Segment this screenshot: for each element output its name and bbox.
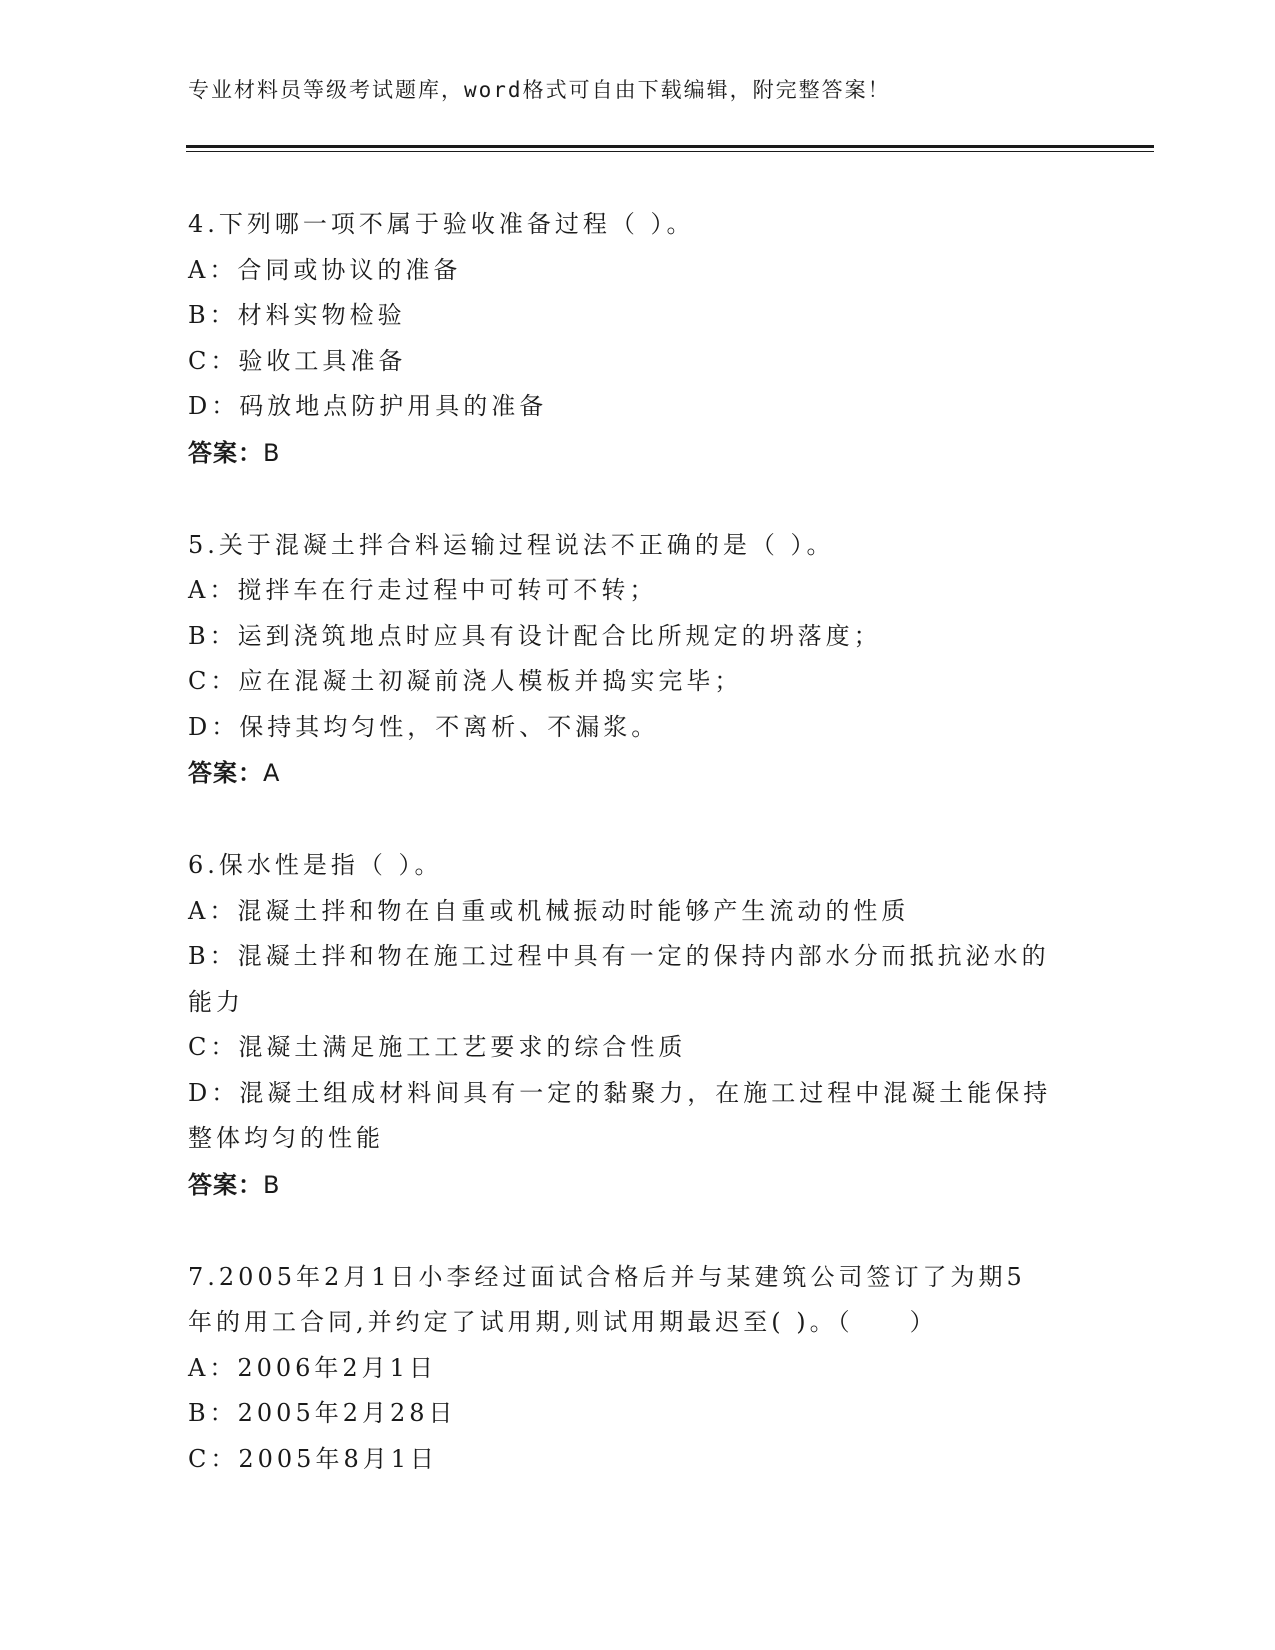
answer-label: 答案： (188, 1170, 263, 1199)
option-b: B：2005年2月28日 (188, 1399, 457, 1427)
question-list (188, 202, 1088, 1529)
option-a: A：搅拌车在行走过程中可转可不转； (188, 576, 658, 604)
question-7 (188, 1255, 1088, 1483)
answer-value: B (263, 438, 281, 467)
option-b: B：材料实物检验 (188, 301, 406, 329)
option-b: B：混凝土拌和物在施工过程中具有一定的保持内部水分而抵抗泌水的 (188, 942, 1050, 970)
option-a: A：合同或协议的准备 (188, 255, 462, 284)
option-b: B：运到浇筑地点时应具有设计配合比所规定的坍落度； (188, 621, 882, 650)
answer-label: 答案： (188, 438, 263, 467)
header-rule-thick (186, 145, 1154, 148)
question-text: 4.下列哪一项不属于验收准备过程（ ）。 (188, 210, 695, 238)
answer-value: A (263, 759, 281, 787)
header-rule-thin (186, 151, 1154, 152)
option-c: C：验收工具准备 (188, 346, 407, 375)
option-d: D：码放地点防护用具的准备 (188, 392, 548, 420)
answer (188, 1162, 1088, 1208)
question-text: 6.保水性是指（ ）。 (188, 851, 443, 879)
question-4 (188, 202, 1088, 476)
question-6 (188, 843, 1088, 1208)
option-b-continued: 能力 (188, 987, 244, 1016)
question-text-continued: 年的用工合同,并约定了试用期,则试用期最迟至( )。（ ） (188, 1308, 938, 1336)
answer-value: B (263, 1170, 281, 1199)
option-d: D：保持其均匀性，不离析、不漏浆。 (188, 712, 660, 741)
question-5 (188, 523, 1088, 797)
question-text: 5.关于混凝土拌合料运输过程说法不正确的是（ ）。 (188, 530, 835, 559)
option-c: C：应在混凝土初凝前浇人模板并捣实完毕； (188, 667, 743, 695)
option-d: D：混凝土组成材料间具有一定的黏聚力，在施工过程中混凝土能保持 (188, 1078, 1052, 1107)
answer (188, 750, 1088, 796)
option-a: A：2006年2月1日 (188, 1353, 437, 1382)
option-d-continued: 整体均匀的性能 (188, 1124, 384, 1152)
answer-label: 答案： (188, 759, 263, 787)
option-a: A：混凝土拌和物在自重或机械振动时能够产生流动的性质 (188, 896, 910, 925)
option-c: C：混凝土满足施工工艺要求的综合性质 (188, 1033, 687, 1061)
answer (188, 430, 1088, 476)
option-c: C：2005年8月1日 (188, 1444, 438, 1473)
page-header: 专业材料员等级考试题库，word格式可自由下载编辑，附完整答案！ (188, 78, 891, 102)
question-text: 7.2005年2月1日小李经过面试合格后并与某建筑公司签订了为期5 (188, 1262, 1026, 1291)
